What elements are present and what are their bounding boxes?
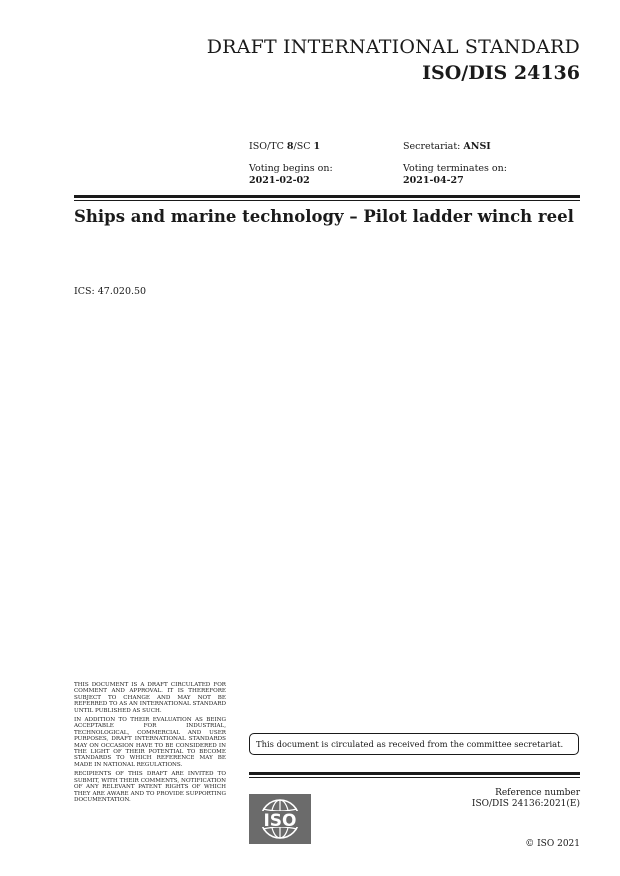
draft-disclaimer [74,682,226,806]
circulation-notice: This document is circulated as received from the committee secretariat. [249,733,579,755]
voting-terminates [403,163,507,187]
ics-code: ICS: 47.020.50 [74,286,147,297]
reference-number-label: Reference number [495,788,580,798]
voting-begins-label: Voting begins on: [249,163,333,174]
iso-logo-icon [249,794,311,844]
reference-number-value: ISO/DIS 24136:2021(E) [471,799,580,809]
footer-rule-thick [249,772,580,775]
document-title: Ships and marine technology – Pilot ladder winch reel [74,207,574,226]
copyright-notice: © ISO 2021 [525,839,580,849]
footer-rule-thin [249,777,580,778]
voting-terminates-date: 2021-04-27 [403,175,464,186]
reference-number [472,788,580,810]
voting-begins-date: 2021-02-02 [249,175,310,186]
voting-begins [249,163,333,187]
header-rule-thin [74,200,580,201]
disclaimer-paragraph: IN ADDITION TO THEIR EVALUATION AS BEING ACCEPTABLE FOR INDUSTRIAL, TECHNOLOGICAL, COMMERCIAL AND USER PURPOSES, DRAFT INTERNATIONAL STANDARDS MAY ON OCCASION HAVE TO BE CONSIDERED IN THE LIGHT OF THEIR POTENTIAL TO BECOME STANDARDS TO WHICH REFERENCE MAY BE MADE IN NATIONAL REGULATIONS. [74,717,226,768]
iso-logo-text: ISO [263,811,297,831]
document-number-heading: ISO/DIS 24136 [422,62,580,84]
committee-reference: ISO/TC 8/SC 1 [249,141,321,152]
document-type-heading: DRAFT INTERNATIONAL STANDARD [206,36,580,58]
disclaimer-paragraph: RECIPIENTS OF THIS DRAFT ARE INVITED TO SUBMIT, WITH THEIR COMMENTS, NOTIFICATION OF ANY RELEVANT PATENT RIGHTS OF WHICH THEY ARE AWARE AND TO PROVIDE SUPPORTING DOCUMENTATION. [74,771,226,803]
disclaimer-paragraph: THIS DOCUMENT IS A DRAFT CIRCULATED FOR COMMENT AND APPROVAL. IT IS THEREFORE SUBJECT TO CHANGE AND MAY NOT BE REFERRED TO AS AN INTERNATIONAL STANDARD UNTIL PUBLISHED AS SUCH. [74,682,226,714]
header-rule-thick [74,195,580,198]
secretariat: Secretariat: ANSI [403,141,491,152]
voting-terminates-label: Voting terminates on: [403,163,507,174]
